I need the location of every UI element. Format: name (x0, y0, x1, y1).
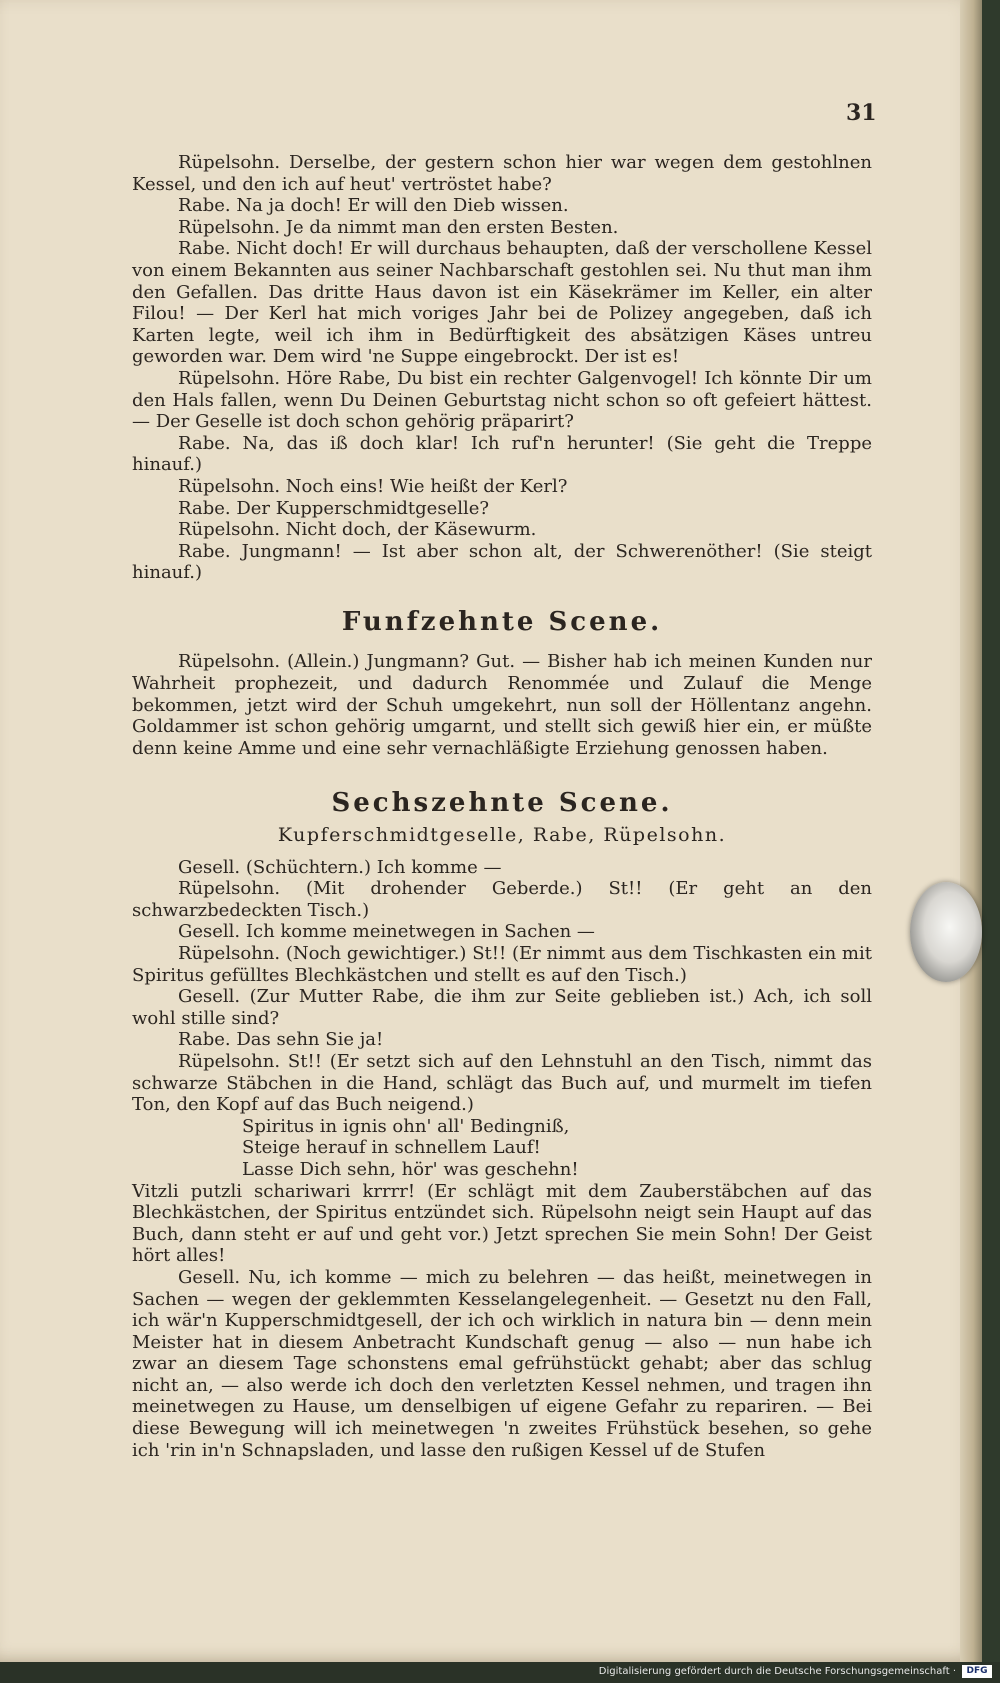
dialogue-line: Rabe. Der Kupperschmidtgeselle? (178, 497, 490, 519)
dialogue-line: Rabe. Nicht doch! Er will durchaus behaupten, daß der verschollene Kessel von einem Bekannten aus seiner Nachbarschaft gestohlen sei. Nu thut man ihm den Gefallen. Das dritte Haus davon ist ein Käsekrämer im Keller, ein alter Filou! — Der Kerl hat mich voriges Jahr bei de Polizey angegeben, daß ich Karten legte, weil ich ihm in Bedürftigkeit des absätzigen Käses untreu geworden war. Dem wird 'ne Suppe eingebrockt. Der ist es! (132, 238, 872, 368)
dialogue-line: Rüpelsohn. (Noch gewichtiger.) St!! (Er nimmt aus dem Tischkasten ein mit Spiritus gefülltes Blechkästchen und stellt es auf den Tisch.) (132, 943, 872, 986)
page-number: 31 (846, 100, 877, 126)
dialogue-line: Gesell. Nu, ich komme — mich zu belehren — das heißt, meinetwegen in Sachen — wegen der geklemmten Kesselangelegenheit. — Gesetzt nu den Fall, ich wär'n Kupperschmidtgesell, der ich och wirklich in natura bin — denn mein Meister hat in diesem Anbetracht Kundschaft genug — also — nun habe ich zwar an diesem Tage schonstens emal gefrühstückt gehabt; aber das schlug nicht an, — also werde ich doch den verletzten Kessel nehmen, und tragen ihn meinetwegen zu Hause, um denselbigen uf eigene Gefahr zu repariren. — Bei diese Bewegung will ich meinetwegen 'n zweites Frühstück besehen, so gehe ich 'rin in'n Schnapsladen, und lasse den rußigen Kessel uf de Stufen (132, 1266, 872, 1461)
dialogue-line: Rabe. Das sehn Sie ja! (178, 1029, 384, 1051)
verse-line: Lasse Dich sehn, hör' was geschehn! (242, 1158, 579, 1180)
dialogue-line: Rüpelsohn. St!! (Er setzt sich auf den Lehnstuhl an den Tisch, nimmt das schwarze Stäbchen in die Hand, schlägt das Buch auf, und murmelt im tiefen Ton, den Kopf auf das Buch neigend.) (132, 1050, 872, 1116)
page-text (132, 152, 872, 1461)
dialogue-line: Rüpelsohn. Derselbe, der gestern schon hier war wegen dem gestohlnen Kessel, und den ich auf heut' vertröstet habe? (132, 152, 872, 195)
incantation-verse (132, 1116, 872, 1181)
dialogue-line: Rüpelsohn. Je da nimmt man den ersten Besten. (178, 216, 619, 238)
dialogue-block-1 (132, 152, 872, 584)
scene-16-heading: Sechszehnte Scene. (331, 788, 673, 819)
scene-15-heading: Funfzehnte Scene. (341, 606, 663, 637)
digitization-credit: Digitalisierung gefördert durch die Deutsche Forschungsgemeinschaft · (598, 1666, 956, 1677)
dialogue-line: Gesell. (Zur Mutter Rabe, die ihm zur Seite geblieben ist.) Ach, ich soll wohl stille sind? (132, 986, 872, 1029)
stage-direction-paragraph: Vitzli putzli schariwari krrrr! (Er schlägt mit dem Zauberstäbchen auf das Blechkästchen, der Spiritus entzündet sich. Rüpelsohn neigt sein Haupt auf das Buch, dann steht er auf und geht vor.) Jetzt sprechen Sie mein Sohn! Der Geist hört alles! (132, 1180, 872, 1267)
dialogue-line: Rabe. Na, das iß doch klar! Ich ruf'n herunter! (Sie geht die Treppe hinauf.) (132, 432, 872, 476)
verse-line: Spiritus in ignis ohn' all' Bedingniß, (242, 1115, 570, 1137)
book-spine (960, 0, 982, 1662)
dialogue-line: Rüpelsohn. Höre Rabe, Du bist ein rechter Galgenvogel! Ich könnte Dir um den Hals fallen, wenn Du Deinen Geburtstag nicht schon so oft gefeiert hättest. — Der Geselle ist doch schon gehörig präparirt? (132, 367, 872, 433)
dialogue-line: Gesell. (Schüchtern.) Ich komme — (178, 856, 502, 878)
dialogue-block-2 (132, 857, 872, 1116)
dialogue-line: Rabe. Jungmann! — Ist aber schon alt, der Schwerenöther! (Sie steigt hinauf.) (132, 540, 872, 584)
dialogue-line: Gesell. Ich komme meinetwegen in Sachen — (178, 921, 595, 943)
dialogue-line: Rüpelsohn. (Mit drohender Geberde.) St!! (Er geht an den schwarzbedeckten Tisch.) (132, 878, 872, 921)
dfg-logo: DFG (962, 1665, 992, 1678)
scene-16-characters: Kupferschmidtgeselle, Rabe, Rüpelsohn. (277, 824, 727, 847)
dialogue-line: Rüpelsohn. Nicht doch, der Käsewurm. (178, 519, 537, 541)
paper-clip-shadow (910, 882, 982, 982)
dialogue-line: Rüpelsohn. Noch eins! Wie heißt der Kerl? (178, 475, 568, 497)
verse-line: Steige herauf in schnellem Lauf! (242, 1137, 541, 1159)
dialogue-line: Rabe. Na ja doch! Er will den Dieb wissen. (178, 195, 569, 217)
scene-15-text: Rüpelsohn. (Allein.) Jungmann? Gut. — Bisher hab ich meinen Kunden nur Wahrheit prophezeit, und dadurch Renommée und Zulauf die Menge bekommen, jetzt wird der Schuh umgekehrt, nun soll der Höllentanz angehn. Goldammer ist schon gehörig umgarnt, und stellt sich gewiß hier ein, er müßte denn keine Amme und eine sehr vernachläßigte Erziehung genossen haben. (132, 651, 872, 759)
